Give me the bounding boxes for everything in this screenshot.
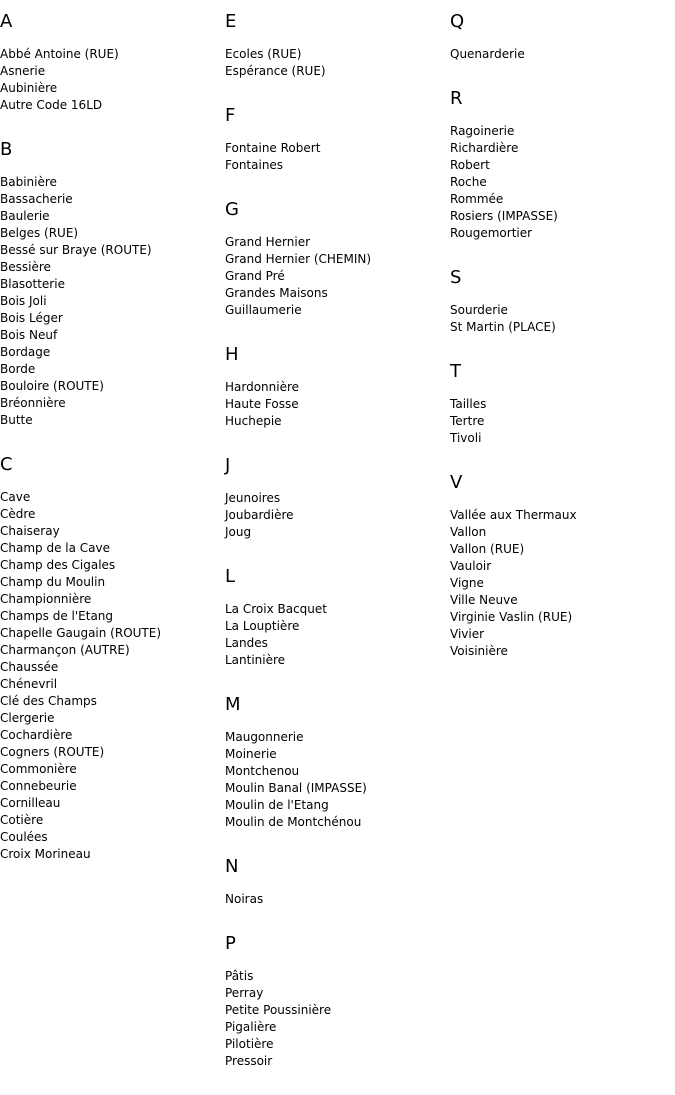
street-link[interactable]: Bouloire (ROUTE): [0, 379, 104, 393]
street-link[interactable]: La Croix Bacquet: [225, 602, 327, 616]
street-link[interactable]: Petite Poussinière: [225, 1003, 332, 1017]
street-link[interactable]: Vallon (RUE): [450, 542, 525, 556]
street-link[interactable]: Vallée aux Thermaux: [450, 508, 577, 522]
street-link[interactable]: Cave: [0, 490, 31, 504]
street-link[interactable]: Bessière: [0, 260, 51, 274]
street-list: [225, 490, 445, 541]
street-link[interactable]: Ville Neuve: [450, 593, 518, 607]
letter-section-f: [225, 105, 445, 174]
street-link[interactable]: Maugonnerie: [225, 730, 304, 744]
street-link[interactable]: Cotière: [0, 813, 44, 827]
street-link[interactable]: Autre Code 16LD: [0, 98, 103, 112]
street-link[interactable]: Moinerie: [225, 747, 277, 761]
street-link[interactable]: Voisinière: [450, 644, 508, 658]
street-link[interactable]: Vigne: [450, 576, 484, 590]
street-link[interactable]: Aubinière: [0, 81, 58, 95]
street-link[interactable]: Virginie Vaslin (RUE): [450, 610, 573, 624]
street-link[interactable]: Lantinière: [225, 653, 286, 667]
street-list: [450, 123, 670, 242]
letter-heading: S: [450, 267, 462, 288]
letter-section-p: [225, 933, 445, 1070]
street-link[interactable]: Belges (RUE): [0, 226, 79, 240]
street-list: [450, 507, 670, 660]
street-link[interactable]: Asnerie: [0, 64, 46, 78]
letter-heading: G: [225, 199, 239, 220]
street-link[interactable]: Roche: [450, 175, 487, 189]
street-link[interactable]: Ecoles (RUE): [225, 47, 302, 61]
street-link[interactable]: Pigalière: [225, 1020, 277, 1034]
street-link[interactable]: Huchepie: [225, 414, 282, 428]
street-link[interactable]: Perray: [225, 986, 264, 1000]
street-link[interactable]: Chapelle Gaugain (ROUTE): [0, 626, 162, 640]
street-link[interactable]: Rommée: [450, 192, 504, 206]
street-link[interactable]: Babinière: [0, 175, 57, 189]
street-link[interactable]: Bois Joli: [0, 294, 47, 308]
street-link[interactable]: Pressoir: [225, 1054, 273, 1068]
letter-section-e: [225, 11, 445, 80]
letter-section-b: [0, 139, 220, 429]
letter-section-s: [450, 267, 670, 336]
street-link[interactable]: Abbé Antoine (RUE): [0, 47, 119, 61]
street-link[interactable]: Jeunoires: [225, 491, 281, 505]
letter-heading: J: [225, 455, 231, 476]
index-column-3: [450, 0, 670, 685]
letter-section-t: [450, 361, 670, 447]
letter-section-n: [225, 856, 445, 908]
index-column-1: [0, 0, 220, 888]
letter-section-r: [450, 88, 670, 242]
street-link[interactable]: Joubardière: [225, 508, 294, 522]
letter-heading: M: [225, 694, 241, 715]
street-link[interactable]: Champ des Cigales: [0, 558, 116, 572]
street-link[interactable]: Richardière: [450, 141, 519, 155]
street-link[interactable]: Clé des Champs: [0, 694, 97, 708]
letter-heading: F: [225, 105, 236, 126]
street-link[interactable]: Tivoli: [450, 431, 482, 445]
street-link[interactable]: Hardonnière: [225, 380, 300, 394]
street-list: [225, 601, 445, 669]
letter-heading: A: [0, 11, 13, 32]
street-link[interactable]: Tailles: [450, 397, 487, 411]
letter-section-q: [450, 11, 670, 63]
street-link[interactable]: Cèdre: [0, 507, 36, 521]
letter-heading: L: [225, 566, 236, 587]
street-link[interactable]: Charmançon (AUTRE): [0, 643, 130, 657]
street-link[interactable]: Grandes Maisons: [225, 286, 328, 300]
letter-heading: B: [0, 139, 13, 160]
letter-heading: V: [450, 472, 463, 493]
street-link[interactable]: Grand Hernier: [225, 235, 311, 249]
street-link[interactable]: Cornilleau: [0, 796, 61, 810]
letter-section-h: [225, 344, 445, 430]
street-link[interactable]: Rosiers (IMPASSE): [450, 209, 558, 223]
letter-section-a: [0, 11, 220, 114]
street-link[interactable]: Butte: [0, 413, 33, 427]
street-list: [450, 396, 670, 447]
street-link[interactable]: Fontaines: [225, 158, 284, 172]
street-link[interactable]: Chaussée: [0, 660, 59, 674]
street-link[interactable]: Bois Léger: [0, 311, 63, 325]
street-list: [225, 46, 445, 80]
street-list: [450, 302, 670, 336]
letter-heading: H: [225, 344, 239, 365]
letter-heading: R: [450, 88, 463, 109]
street-link[interactable]: Champs de l'Etang: [0, 609, 114, 623]
letter-heading: T: [450, 361, 461, 382]
street-link[interactable]: Vivier: [450, 627, 485, 641]
street-list: [225, 891, 445, 908]
letter-section-v: [450, 472, 670, 660]
letter-heading: N: [225, 856, 239, 877]
street-link[interactable]: Grand Hernier (CHEMIN): [225, 252, 372, 266]
letter-heading: Q: [450, 11, 465, 32]
letter-heading: P: [225, 933, 236, 954]
street-list: [225, 968, 445, 1070]
street-link[interactable]: Montchenou: [225, 764, 300, 778]
street-link[interactable]: Vauloir: [450, 559, 492, 573]
street-link[interactable]: Espérance (RUE): [225, 64, 326, 78]
street-link[interactable]: Baulerie: [0, 209, 50, 223]
street-link[interactable]: Joug: [225, 525, 252, 539]
street-link[interactable]: Rougemortier: [450, 226, 533, 240]
street-link[interactable]: Champ du Moulin: [0, 575, 106, 589]
street-link[interactable]: Cochardière: [0, 728, 73, 742]
letter-section-c: [0, 454, 220, 863]
street-link[interactable]: Noiras: [225, 892, 264, 906]
street-link[interactable]: Vallon: [450, 525, 487, 539]
street-link[interactable]: Grand Pré: [225, 269, 285, 283]
street-link[interactable]: Clergerie: [0, 711, 55, 725]
street-link[interactable]: Champ de la Cave: [0, 541, 110, 555]
street-link[interactable]: Fontaine Robert: [225, 141, 321, 155]
street-link[interactable]: Tertre: [450, 414, 485, 428]
letter-section-l: [225, 566, 445, 669]
street-link[interactable]: Moulin de l'Etang: [225, 798, 329, 812]
street-link[interactable]: Bordage: [0, 345, 51, 359]
street-link[interactable]: Championnière: [0, 592, 92, 606]
street-link[interactable]: Bessé sur Braye (ROUTE): [0, 243, 152, 257]
street-link[interactable]: Ragoinerie: [450, 124, 515, 138]
letter-section-g: [225, 199, 445, 319]
street-link[interactable]: Bois Neuf: [0, 328, 58, 342]
street-link[interactable]: Guillaumerie: [225, 303, 302, 317]
street-link[interactable]: Sourderie: [450, 303, 508, 317]
street-link[interactable]: Chaiseray: [0, 524, 60, 538]
street-link[interactable]: Moulin de Montchénou: [225, 815, 362, 829]
street-link[interactable]: Landes: [225, 636, 268, 650]
street-link[interactable]: Croix Morineau: [0, 847, 91, 861]
letter-section-j: [225, 455, 445, 541]
street-list: [225, 234, 445, 319]
index-column-2: [225, 0, 445, 1095]
street-link[interactable]: Pilotière: [225, 1037, 274, 1051]
street-link[interactable]: La Louptière: [225, 619, 300, 633]
street-link[interactable]: Cogners (ROUTE): [0, 745, 105, 759]
street-list: [0, 489, 220, 863]
letter-heading: E: [225, 11, 237, 32]
street-link[interactable]: Bréonnière: [0, 396, 66, 410]
street-list: [0, 46, 220, 114]
street-link[interactable]: St Martin (PLACE): [450, 320, 556, 334]
street-list: [225, 729, 445, 831]
street-link[interactable]: Bassacherie: [0, 192, 73, 206]
street-link[interactable]: Blasotterie: [0, 277, 65, 291]
street-link[interactable]: Chénevril: [0, 677, 58, 691]
street-link[interactable]: Coulées: [0, 830, 48, 844]
street-link[interactable]: Quenarderie: [450, 47, 525, 61]
street-list: [225, 379, 445, 430]
street-link[interactable]: Commonière: [0, 762, 77, 776]
street-link[interactable]: Robert: [450, 158, 490, 172]
letter-section-m: [225, 694, 445, 831]
street-link[interactable]: Moulin Banal (IMPASSE): [225, 781, 367, 795]
street-list: [450, 46, 670, 63]
street-link[interactable]: Connebeurie: [0, 779, 77, 793]
street-list: [225, 140, 445, 174]
street-link[interactable]: Pâtis: [225, 969, 254, 983]
street-list: [0, 174, 220, 429]
street-link[interactable]: Borde: [0, 362, 36, 376]
street-link[interactable]: Haute Fosse: [225, 397, 299, 411]
letter-heading: C: [0, 454, 13, 475]
